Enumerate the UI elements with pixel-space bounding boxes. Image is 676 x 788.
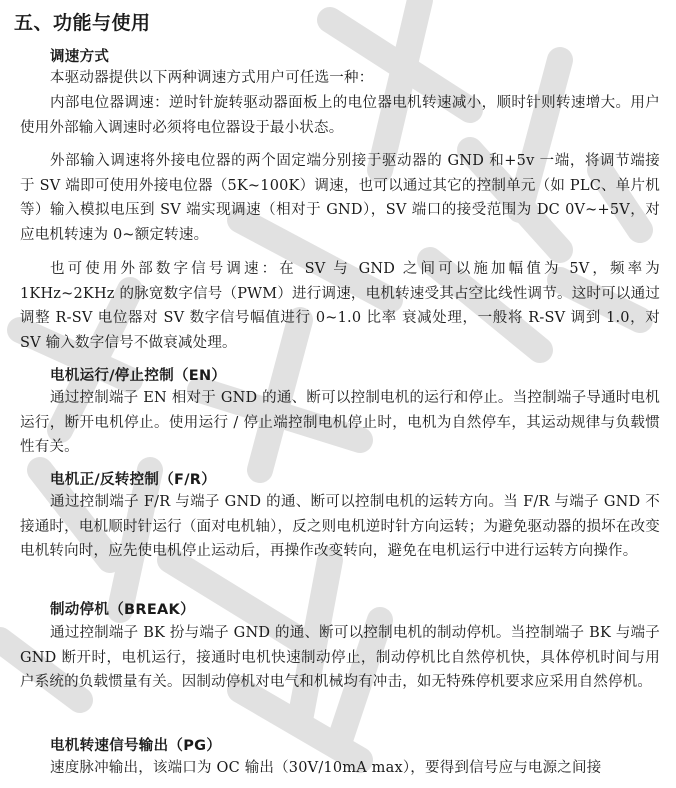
paragraph-fr: 通过控制端子 F/R 与端子 GND 的通、断可以控制电机的运转方向。当 F/R 与端子 GND 不接通时，电机顺时针运行（面对电机轴），反之则电机逆时针方向运转；为避免驱动器的损坏在改变电机转向时，应先使电机停止运动后，再操作改变转向，避免在电机运行中进行运转方向操作。 <box>20 494 660 559</box>
paragraph-speed-intro: 本驱动器提供以下两种调速方式用户可任选一种： <box>50 70 374 86</box>
subsection-heading-break: 制动停机（BREAK） <box>50 602 195 618</box>
subsection-heading-en: 电机运行/停止控制（EN） <box>50 368 227 384</box>
paragraph-pg: 速度脉冲输出，该端口为 OC 输出（30V/10mA max），要得到信号应与电源之间接 <box>50 760 602 776</box>
paragraph-internal-potentiometer: 内部电位器调速：逆时针旋转驱动器面板上的电位器电机转速减小，顺时针则转速增大。用户使用外部输入调速时必须将电位器设于最小状态。 <box>20 95 660 136</box>
paragraph-break: 通过控制端子 BK 扮与端子 GND 的通、断可以控制电机的制动停机。当控制端子 BK 与端子 GND 断开时，电机运行，接通时电机快速制动停止，制动停机比自然停机快，具体停机时间与用户系统的负载惯量有关。因制动停机对电气和机械均有冲击，如无特殊停机要求应采用自然停机。 <box>20 625 660 690</box>
subsection-heading-pg: 电机转速信号输出（PG） <box>50 738 222 754</box>
subsection-heading-fr: 电机正/反转控制（F/R） <box>50 472 217 488</box>
section-title: 五、功能与使用 <box>14 12 151 34</box>
paragraph-en: 通过控制端子 EN 相对于 GND 的通、断可以控制电机的运行和停止。当控制端子导通时电机运行，断开电机停止。使用运行 / 停止端控制电机停止时，电机为自然停车，其运动规律与负载惯性有关。 <box>20 390 660 455</box>
subsection-heading-speed-control: 调速方式 <box>50 49 110 65</box>
paragraph-digital-signal: 也可使用外部数字信号调速：在 SV 与 GND 之间可以施加幅值为 5V，频率为 1KHz~2KHz 的脉宽数字信号（PWM）进行调速，电机转速受其占空比线性调节。这时可以通过调整 R-SV 电位器对 SV 数字信号幅值进行 0~1.0 比率 衰减处理，一般将 R-SV 调到 1.0，对 SV 输入数字信号不做衰减处理。 <box>20 261 660 351</box>
paragraph-external-input: 外部输入调速将外接电位器的两个固定端分别接于驱动器的 GND 和+5v 一端，将调节端接于 SV 端即可使用外接电位器（5K~100K）调速，也可以通过其它的控制单元（如 PLC、单片机等）输入模拟电压到 SV 端实现调速（相对于 GND），SV 端口的接受范围为 DC 0V~+5V，对应电机转速为 0~额定转速。 <box>20 153 660 243</box>
